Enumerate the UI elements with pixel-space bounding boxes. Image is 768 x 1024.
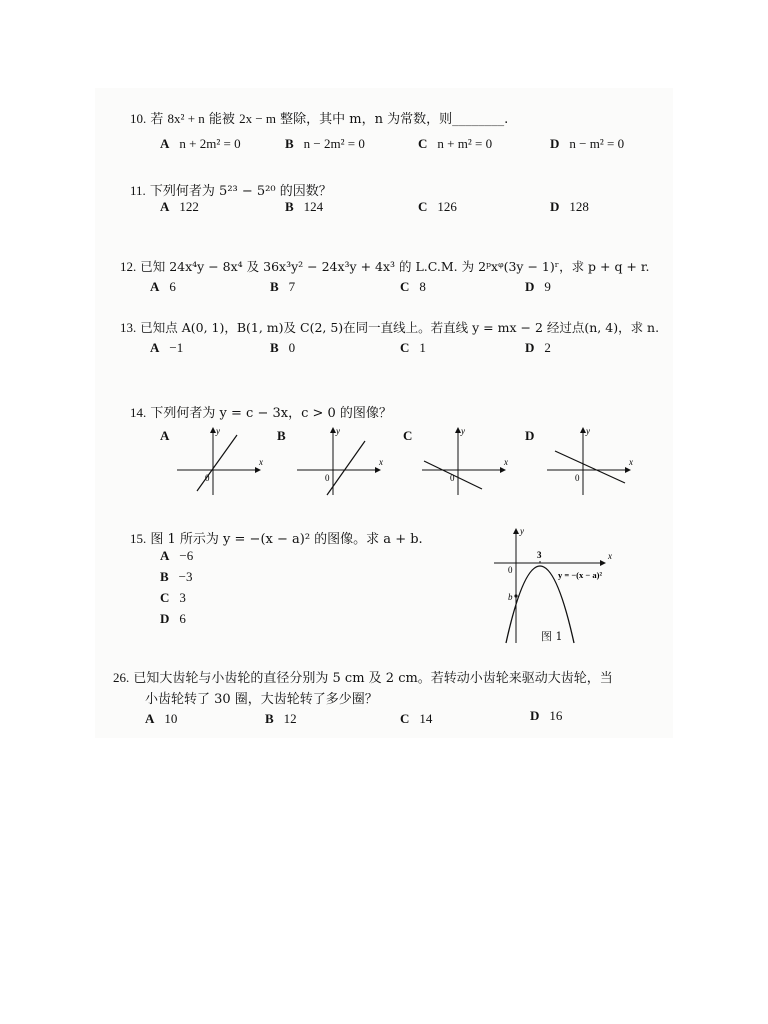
q12-option-b[interactable] xyxy=(270,279,295,295)
q11-option-c[interactable] xyxy=(418,199,457,215)
option-text: n + m² = 0 xyxy=(437,136,493,151)
option-letter: C xyxy=(400,340,410,355)
option-letter: A xyxy=(160,136,170,151)
option-text: 8 xyxy=(419,279,426,294)
option-text: 126 xyxy=(437,199,457,214)
stem-part: 整除，其中 m，n 为常数，则________. xyxy=(280,112,509,127)
q10-option-a[interactable] xyxy=(160,136,241,152)
curve-label: y = −(x − a)² xyxy=(558,570,602,580)
stem-part: 能被 xyxy=(208,112,235,127)
stem-text: 下列何者为 5²³ − 5²⁰ 的因数？ xyxy=(149,184,332,199)
option-letter: B xyxy=(285,199,294,214)
x-axis-arrow-icon xyxy=(500,467,506,473)
q13-option-d[interactable] xyxy=(525,340,551,356)
question-26-stem-line2 xyxy=(145,688,378,707)
option-text: 14 xyxy=(419,711,433,726)
question-number: 14. xyxy=(130,405,147,420)
q12-option-c[interactable] xyxy=(400,279,426,295)
x-axis-arrow-icon xyxy=(375,467,381,473)
option-letter: B xyxy=(160,569,169,584)
stem-text: 图 1 所示为 y = −(x − a)² 的图像。求 a + b. xyxy=(150,532,423,547)
stem-expression: 8x² + n xyxy=(167,111,205,126)
option-text: 1 xyxy=(419,340,426,355)
question-26-stem-line1 xyxy=(113,667,613,686)
option-text: 3 xyxy=(179,590,186,605)
q14-option-d[interactable] xyxy=(525,428,544,444)
stem-text: 已知 24x⁴y − 8x⁴ 及 36x³y² − 24x³y + 4x³ 的 L.C.M. 为 2ᵖxᵠ(3y − 1)ʳ，求 p + q + r. xyxy=(140,259,650,274)
option-letter: D xyxy=(550,199,560,214)
option-letter: B xyxy=(270,340,279,355)
graph-line xyxy=(197,435,237,491)
vertex-label: 3 xyxy=(537,550,542,560)
q12-option-a[interactable] xyxy=(150,279,176,295)
question-number: 12. xyxy=(120,259,137,274)
q14-graph-d[interactable] xyxy=(545,425,633,497)
option-letter: C xyxy=(403,428,413,443)
origin-label: 0 xyxy=(205,473,210,483)
option-text: 16 xyxy=(549,708,563,723)
x-axis-arrow-icon xyxy=(625,467,631,473)
q12-option-d[interactable] xyxy=(525,279,551,295)
q26-option-d[interactable] xyxy=(530,708,562,724)
option-letter: B xyxy=(277,428,286,443)
y-axis-label: y xyxy=(216,426,220,436)
question-10-stem xyxy=(130,108,508,127)
x-axis-label: x xyxy=(504,457,508,467)
question-11-stem xyxy=(130,180,332,199)
option-text: 128 xyxy=(569,199,589,214)
option-text: −1 xyxy=(169,340,184,355)
option-letter: C xyxy=(400,711,410,726)
option-letter: B xyxy=(265,711,274,726)
option-text: 0 xyxy=(288,340,296,355)
q10-option-b[interactable] xyxy=(285,136,365,152)
question-13-stem xyxy=(120,318,659,336)
stem-text: 小齿轮转了 30 圈，大齿轮转了多少圈？ xyxy=(145,692,378,707)
option-letter: A xyxy=(150,340,160,355)
option-text: 6 xyxy=(169,279,176,294)
q14-option-b[interactable] xyxy=(277,428,296,444)
option-text: 6 xyxy=(179,611,186,626)
option-letter: A xyxy=(160,428,170,443)
option-letter: D xyxy=(160,611,170,626)
q13-option-b[interactable] xyxy=(270,340,295,356)
option-letter: A xyxy=(160,548,170,563)
graph-line xyxy=(555,451,625,483)
option-letter: D xyxy=(530,708,540,723)
option-text: 124 xyxy=(303,199,324,214)
stem-part: 若 xyxy=(150,112,164,127)
y-axis-label: y xyxy=(586,426,590,436)
q13-option-a[interactable] xyxy=(150,340,183,356)
x-axis-label: x xyxy=(259,457,263,467)
x-axis-arrow-icon xyxy=(600,560,606,566)
origin-label: 0 xyxy=(325,473,330,483)
question-14-stem xyxy=(130,402,392,421)
x-axis-label: x xyxy=(629,457,633,467)
q11-option-a[interactable] xyxy=(160,199,199,215)
question-number: 26. xyxy=(113,670,130,685)
option-text: −3 xyxy=(178,569,193,584)
q13-option-c[interactable] xyxy=(400,340,426,356)
option-letter: C xyxy=(418,199,428,214)
option-text: n − m² = 0 xyxy=(569,136,625,151)
option-letter: C xyxy=(160,590,170,605)
option-text: n − 2m² = 0 xyxy=(303,136,365,151)
q14-graph-a[interactable] xyxy=(175,425,263,497)
option-text: −6 xyxy=(179,548,194,563)
q14-graph-c[interactable] xyxy=(420,425,508,497)
option-letter: A xyxy=(150,279,160,294)
option-letter: D xyxy=(525,340,535,355)
stem-text: 下列何者为 y = c − 3x，c > 0 的图像？ xyxy=(150,406,392,421)
option-letter: B xyxy=(270,279,279,294)
origin-label: 0 xyxy=(450,473,455,483)
option-letter: A xyxy=(160,199,170,214)
option-letter: C xyxy=(418,136,428,151)
q11-option-d[interactable] xyxy=(550,199,589,215)
origin-label: 0 xyxy=(575,473,580,483)
question-15-stem xyxy=(130,528,423,547)
origin-label: 0 xyxy=(508,565,513,575)
option-letter: C xyxy=(400,279,410,294)
stem-text: 已知点 A(0, 1)，B(1, m)及 C(2, 5)在同一直线上。若直线 y = mx − 2 经过点(n, 4)，求 n. xyxy=(140,320,660,335)
option-letter: D xyxy=(525,428,535,443)
q10-option-c[interactable] xyxy=(418,136,492,152)
q26-option-c[interactable] xyxy=(400,711,432,727)
stem-text: 已知大齿轮与小齿轮的直径分别为 5 cm 及 2 cm。若转动小齿轮来驱动大齿轮，当 xyxy=(133,671,613,686)
y-axis-label: y xyxy=(461,426,465,436)
figure-1-parabola xyxy=(492,525,622,645)
question-12-stem xyxy=(120,257,649,275)
option-text: 12 xyxy=(283,711,297,726)
q10-option-d[interactable] xyxy=(550,136,624,152)
y-axis-arrow-icon xyxy=(513,528,519,534)
q11-option-b[interactable] xyxy=(285,199,323,215)
question-number: 11. xyxy=(130,183,146,198)
x-axis-arrow-icon xyxy=(255,467,261,473)
question-number: 10. xyxy=(130,111,147,126)
q15-option-a[interactable] xyxy=(160,548,193,564)
q15-option-c[interactable] xyxy=(160,590,186,606)
option-text: 10 xyxy=(164,711,178,726)
x-axis-label: x xyxy=(608,551,612,561)
option-letter: D xyxy=(525,279,535,294)
figure-caption: 图 1 xyxy=(541,630,563,643)
option-letter: B xyxy=(285,136,294,151)
intercept-label: b xyxy=(508,592,513,602)
option-letter: D xyxy=(550,136,560,151)
y-intercept-point xyxy=(514,594,517,597)
q14-graph-b[interactable] xyxy=(295,425,383,497)
question-number: 13. xyxy=(120,320,137,335)
q26-option-b[interactable] xyxy=(265,711,297,727)
option-text: 7 xyxy=(288,279,296,294)
y-axis-label: y xyxy=(520,526,524,536)
stem-expression: 2x − m xyxy=(239,111,277,126)
q15-option-b[interactable] xyxy=(160,569,193,585)
option-text: 122 xyxy=(179,199,199,214)
option-text: 9 xyxy=(544,279,551,294)
q26-option-a[interactable] xyxy=(145,711,177,727)
question-number: 15. xyxy=(130,531,147,546)
option-letter: A xyxy=(145,711,155,726)
y-axis-label: y xyxy=(336,426,340,436)
q15-option-d[interactable] xyxy=(160,611,186,627)
x-axis-label: x xyxy=(379,457,383,467)
option-text: 2 xyxy=(544,340,551,355)
option-text: n + 2m² = 0 xyxy=(179,136,241,151)
